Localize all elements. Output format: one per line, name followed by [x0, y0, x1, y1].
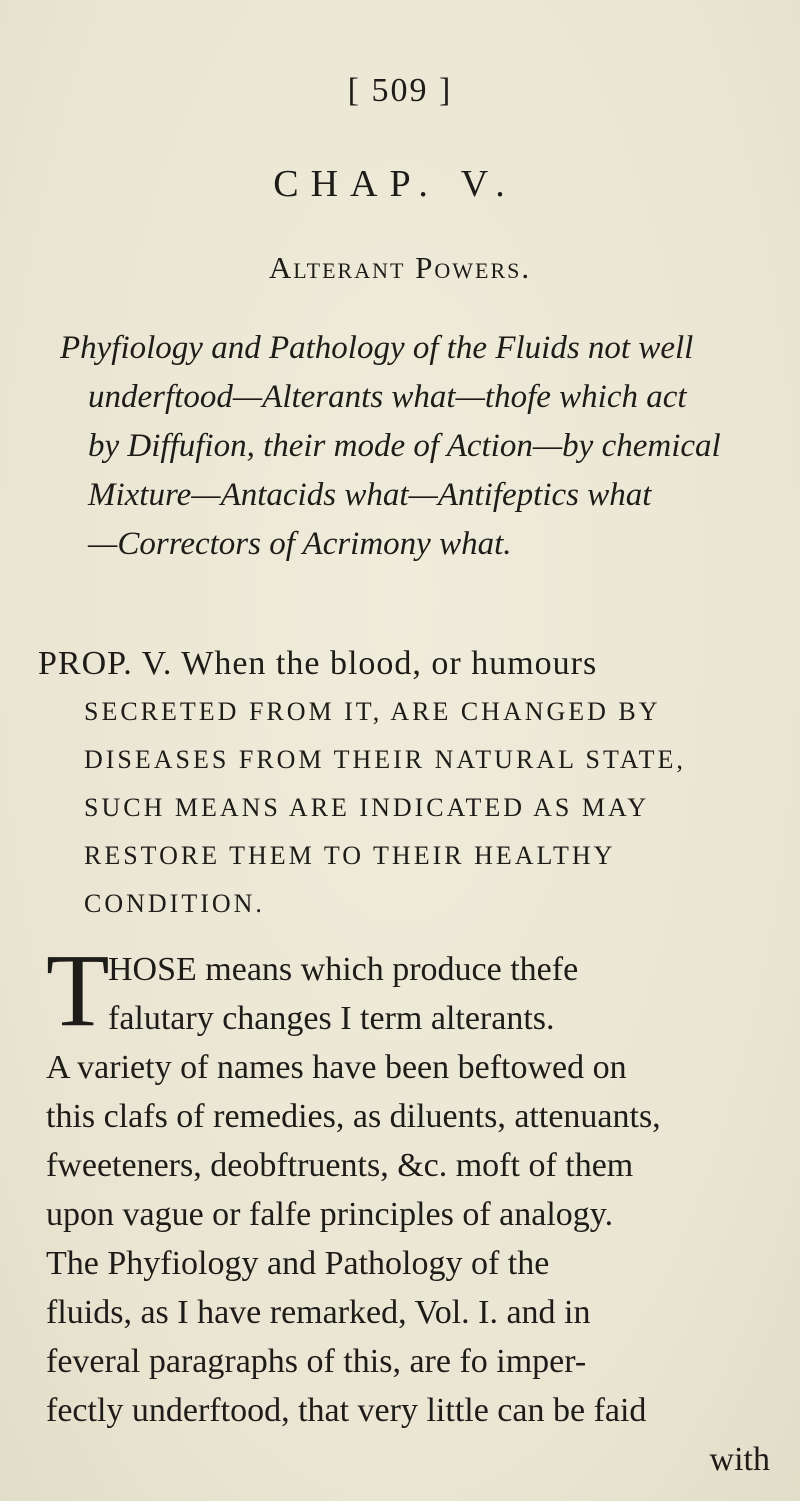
proposition-line: PROP. V. When the blood, or humours: [38, 645, 598, 682]
summary-line: underftood—Alterants what—thofe which act: [88, 379, 687, 415]
body-line: upon vague or falfe principles of analogy.: [46, 1196, 614, 1233]
summary-line: by Diffufion, their mode of Action—by chemical: [88, 428, 721, 464]
summary-line: Mixture—Antacids what—Antifeptics what: [88, 477, 652, 513]
body-line: this clafs of remedies, as diluents, attenuants,: [46, 1098, 661, 1135]
body-line: falutary changes I term alterants.: [108, 1000, 555, 1037]
proposition-line: CONDITION.: [84, 889, 265, 918]
summary-line: —Correctors of Acrimony what.: [88, 526, 512, 562]
body-line: fluids, as I have remarked, Vol. I. and in: [46, 1294, 591, 1331]
proposition-line: RESTORE THEM TO THEIR HEALTHY: [84, 841, 616, 870]
body-line: The Phyfiology and Pathology of the: [46, 1245, 550, 1282]
body-line: feveral paragraphs of this, are fo imper-: [46, 1343, 587, 1380]
chapter-heading: CHAP. V.: [273, 163, 517, 205]
body-paragraphs: [46, 933, 786, 1484]
body-line: HOSE means which produce thefe: [108, 951, 579, 988]
body-line: fectly underftood, that very little can be faid: [46, 1392, 647, 1429]
summary-line: Phyfiology and Pathology of the Fluids not well: [60, 330, 694, 366]
proposition-line: SECRETED FROM IT, ARE CHANGED BY: [84, 697, 661, 726]
chapter-summary: [60, 324, 750, 569]
page-number: [ 509 ]: [347, 72, 453, 109]
proposition: [38, 640, 778, 928]
catchword: with: [709, 1441, 770, 1478]
body-line: fweeteners, deobftruents, &c. moft of them: [46, 1147, 634, 1184]
proposition-line: DISEASES FROM THEIR NATURAL STATE,: [84, 745, 686, 774]
section-title: Alterant Powers.: [268, 250, 532, 285]
drop-cap: T: [46, 933, 110, 1048]
body-line: A variety of names have been beftowed on: [46, 1049, 627, 1086]
proposition-line: SUCH MEANS ARE INDICATED AS MAY: [84, 793, 650, 822]
